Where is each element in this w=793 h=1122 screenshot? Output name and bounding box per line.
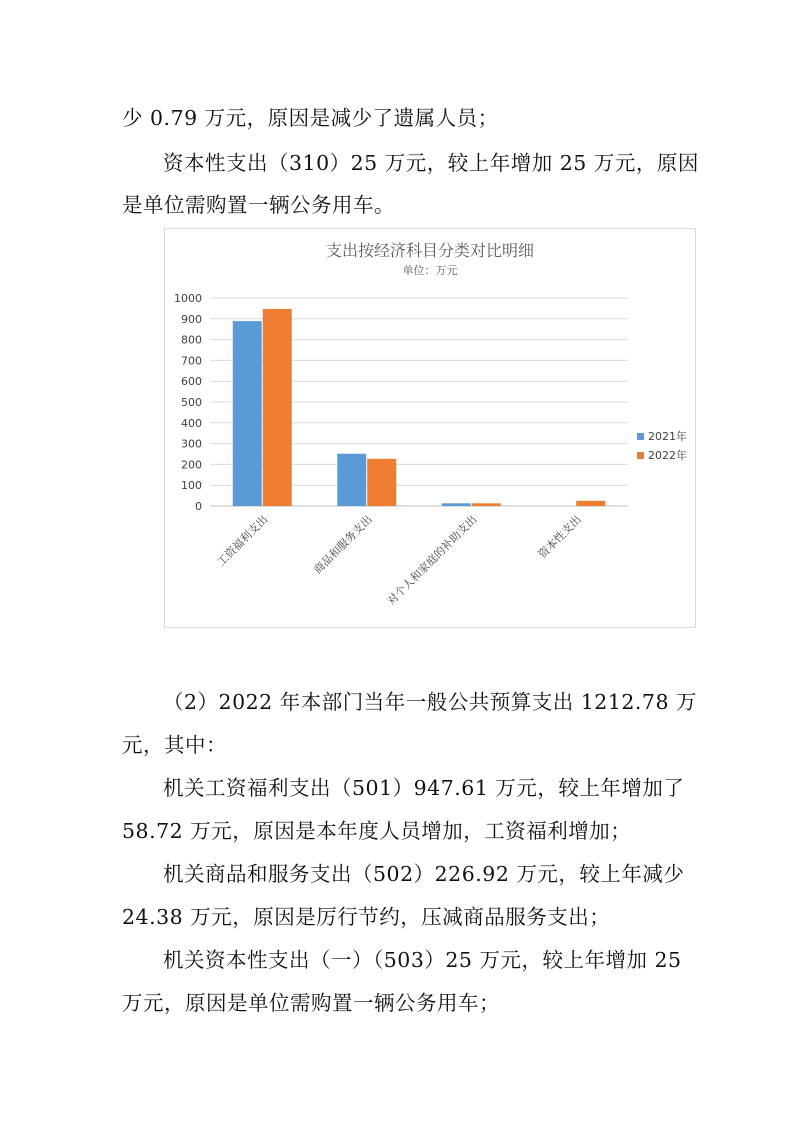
- text-line: 58.72 万元，原因是本年度人员增加，工资福利增加；: [122, 819, 632, 843]
- y-tick-label: 900: [181, 312, 202, 326]
- text-line: 元，其中：: [122, 733, 227, 757]
- bar-2022年-商品和服务支出: [367, 459, 396, 506]
- legend-swatch: [637, 452, 644, 459]
- text-line: 机关工资福利支出（501）947.61 万元，较上年增加了: [163, 776, 685, 800]
- y-tick-label: 600: [181, 375, 202, 389]
- y-tick-label: 0: [195, 500, 202, 513]
- chart-container: [164, 228, 696, 628]
- y-tick-label: 700: [181, 354, 202, 368]
- x-tick-label: 工资福利支出: [214, 512, 271, 569]
- bar-2022年-工资福利支出: [263, 309, 292, 506]
- text-line: 机关商品和服务支出（502）226.92 万元，较上年减少: [163, 862, 685, 886]
- y-tick-label: 200: [181, 458, 202, 472]
- text-line: 是单位需购置一辆公务用车。: [122, 193, 395, 217]
- text-line: 24.38 万元，原因是厉行节约，压减商品服务支出；: [122, 905, 611, 929]
- text-line: 万元，原因是单位需购置一辆公务用车；: [122, 991, 500, 1015]
- bar-2021年-工资福利支出: [233, 321, 262, 506]
- text-line: （2）2022 年本部门当年一般公共预算支出 1212.78 万: [163, 690, 698, 714]
- y-tick-label: 800: [181, 333, 202, 347]
- bar-2022年-对个人和家庭的补助支出: [472, 503, 501, 506]
- y-tick-label: 400: [181, 416, 202, 430]
- chart-subtitle: 单位：万元: [402, 264, 458, 277]
- bar-chart: [165, 229, 695, 627]
- bar-2021年-商品和服务支出: [337, 454, 366, 506]
- y-tick-label: 100: [181, 479, 202, 493]
- bar-2021年-对个人和家庭的补助支出: [442, 503, 471, 506]
- y-tick-label: 300: [181, 437, 202, 451]
- x-tick-label: 对个人和家庭的补助支出: [384, 512, 480, 608]
- chart-title: 支出按经济科目分类对比明细: [325, 241, 535, 260]
- legend-label: 2021年: [648, 430, 687, 443]
- legend-swatch: [637, 433, 644, 440]
- text-line: 少 0.79 万元，原因是减少了遗属人员；: [122, 106, 499, 130]
- text-line: 资本性支出（310）25 万元，较上年增加 25 万元，原因: [163, 151, 699, 175]
- text-line: 机关资本性支出（一）（503）25 万元，较上年增加 25: [163, 948, 682, 972]
- legend-label: 2022年: [648, 449, 687, 462]
- bar-2022年-资本性支出: [576, 501, 605, 506]
- x-tick-label: 商品和服务支出: [311, 512, 375, 577]
- y-tick-label: 500: [181, 396, 202, 409]
- y-tick-label: 1000: [174, 292, 202, 305]
- x-tick-label: 资本性支出: [535, 512, 584, 562]
